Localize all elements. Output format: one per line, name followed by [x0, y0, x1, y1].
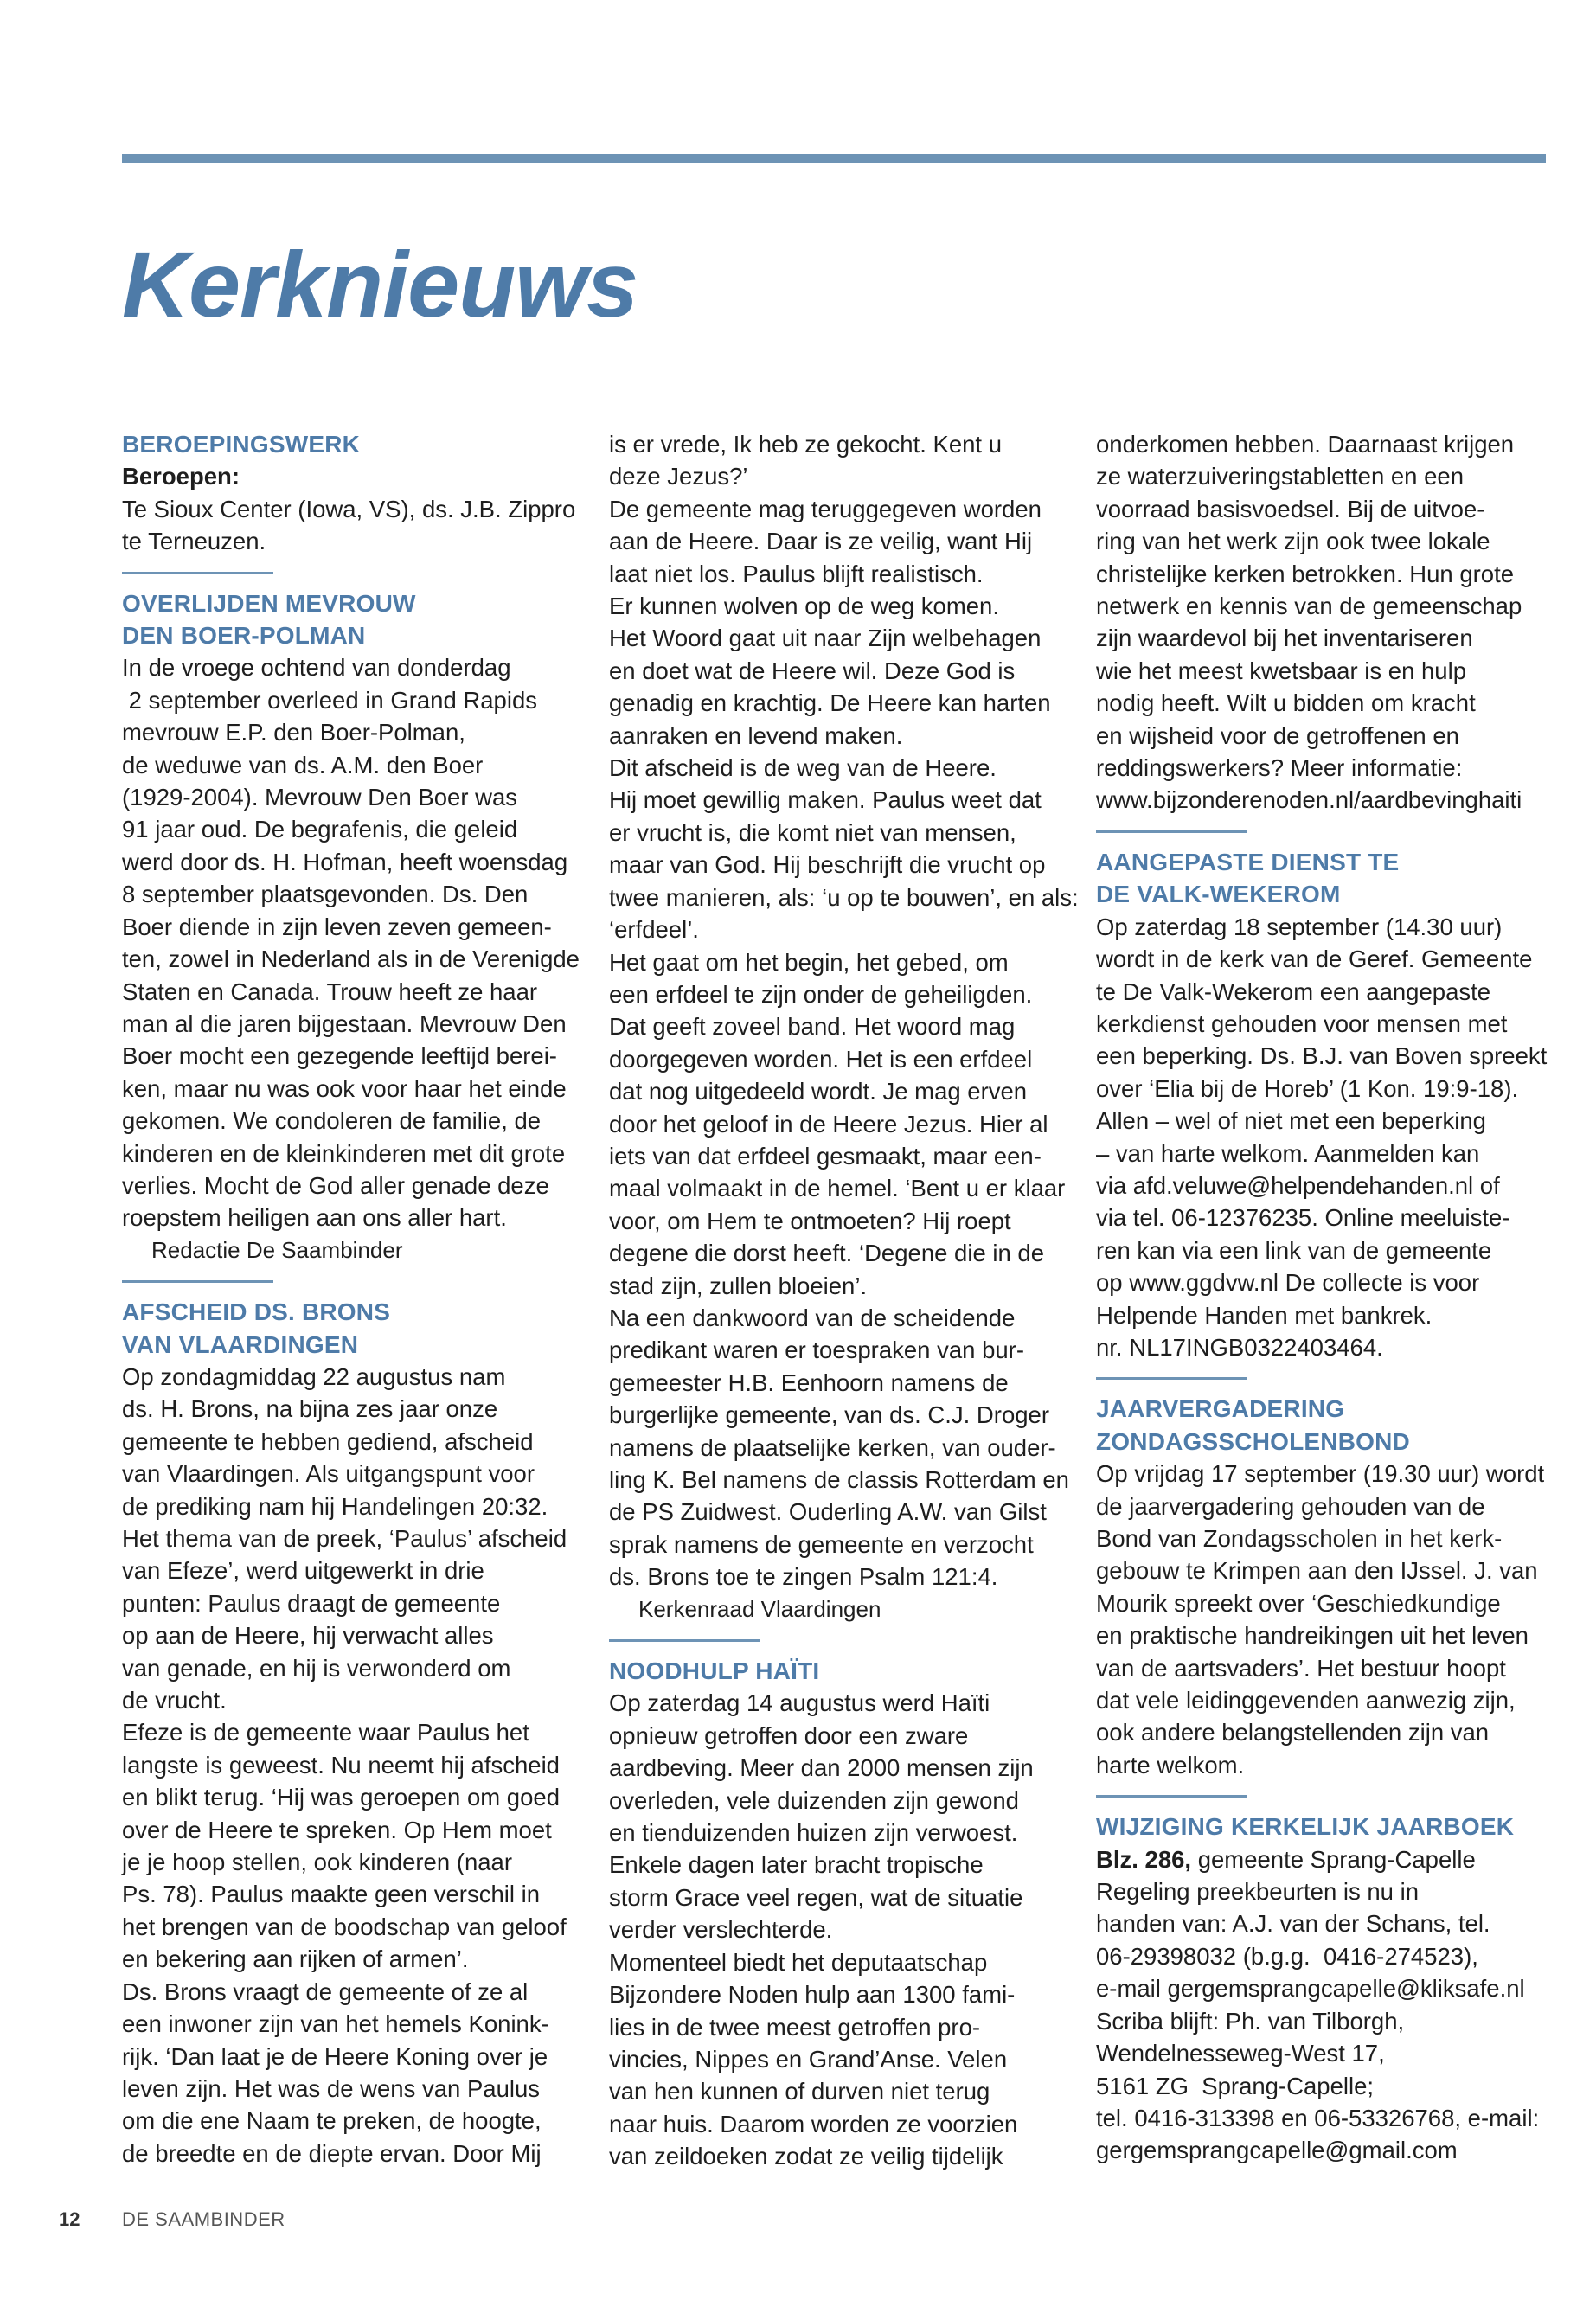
text-line: harte welkom. — [1096, 1751, 1245, 1779]
text-line: zijn waardevol bij het inventariseren — [1096, 625, 1473, 652]
section-title — [122, 587, 572, 652]
article-wijziging-jaarboek — [1096, 1811, 1556, 2166]
text-line: 8 september plaatsgevonden. Ds. Den — [122, 881, 529, 908]
text-line: de PS Zuidwest. Ouderling A.W. van Gilst — [609, 1498, 1047, 1526]
text-line: Te Sioux Center (Iowa, VS), ds. J.B. Zippro — [122, 495, 576, 522]
section-title-line: DEN BOER-POLMAN — [122, 622, 366, 650]
text-line: handen van: A.J. van der Schans, tel. — [1096, 1910, 1490, 1938]
text-line: kinderen en de kleinkinderen met dit grote — [122, 1139, 566, 1167]
text-line: iets van dat erfdeel gesmaakt, maar een- — [609, 1142, 1042, 1170]
article-noodhulp-haiti-continued — [1096, 428, 1556, 817]
text-line: en wijsheid voor de getroffenen en — [1096, 721, 1459, 749]
text-line: over ‘Elia bij de Horeb’ (1 Kon. 19:9-18). — [1096, 1074, 1519, 1102]
text-line: van zeildoeken zodat ze veilig tijdelijk — [609, 2143, 1003, 2170]
text-line: over de Heere te spreken. Op Hem moet — [122, 1816, 552, 1843]
text-line: Momenteel biedt het deputaatschap — [609, 1948, 988, 1976]
article-aangepaste-dienst — [1096, 846, 1556, 1364]
section-title-line: AANGEPASTE DIENST TE — [1096, 848, 1400, 875]
text-line: De gemeente mag teruggegeven worden — [609, 495, 1042, 522]
text-line: gemeente te hebben gediend, afscheid — [122, 1427, 534, 1455]
column-2 — [609, 428, 1079, 2173]
section-title: NOODHULP HAÏTI — [609, 1657, 820, 1685]
section-divider — [609, 1639, 760, 1642]
article-noodhulp-haiti — [609, 1655, 1059, 2173]
text-line: Op zaterdag 14 augustus werd Haïti — [609, 1689, 990, 1717]
publication-name: DE SAAMBINDER — [122, 2208, 285, 2230]
section-title — [122, 1296, 572, 1361]
section-divider — [122, 1280, 273, 1283]
text-line: verlies. Mocht de God aller genade deze — [122, 1171, 549, 1199]
section-divider — [1096, 1795, 1247, 1798]
text-line: Wendelnesseweg-West 17, — [1096, 2040, 1385, 2067]
text-line: Boer diende in zijn leven zeven gemeen- — [122, 913, 552, 940]
text-line: van hen kunnen of durven niet terug — [609, 2078, 990, 2106]
text-line: aardbeving. Meer dan 2000 mensen zijn — [609, 1754, 1034, 1782]
text-line: genadig en krachtig. De Heere kan harten — [609, 689, 1051, 717]
article-body — [1096, 911, 1556, 1364]
text-line: voorraad basisvoedsel. Bij de uitvoe- — [1096, 495, 1485, 522]
text-line: laat niet los. Paulus blijft realistisch. — [609, 560, 984, 587]
text-line: en praktische handreikingen uit het leven — [1096, 1622, 1529, 1650]
text-line: een inwoner zijn van het hemels Konink- — [122, 2010, 549, 2038]
text-line: ring van het werk zijn ook twee lokale — [1096, 528, 1490, 555]
article-first-line — [1096, 1843, 1556, 1875]
text-line: wordt in de kerk van de Geref. Gemeente — [1096, 945, 1533, 973]
article-body — [1096, 1458, 1556, 1781]
article-body — [122, 1361, 572, 2170]
text-line: langste is geweest. Nu neemt hij afscheid — [122, 1751, 560, 1779]
text-line: stad zijn, zullen bloeien’. — [609, 1272, 868, 1299]
text-line: Ps. 78). Paulus maakte geen verschil in — [122, 1881, 541, 1908]
text-line: ook andere belangstellenden zijn van — [1096, 1719, 1490, 1747]
text-line: op aan de Heere, hij verwacht alles — [122, 1622, 494, 1650]
text-line: (1929-2004). Mevrouw Den Boer was — [122, 784, 518, 811]
text-line: degene die dorst heeft. ‘Degene die in de — [609, 1240, 1045, 1267]
text-line: de breedte en de diepte ervan. Door Mij — [122, 2139, 542, 2167]
text-line: de weduwe van ds. A.M. den Boer — [122, 751, 484, 779]
text-line: onderkomen hebben. Daarnaast krijgen — [1096, 431, 1515, 458]
text-line: en doet wat de Heere wil. Deze God is — [609, 657, 1016, 684]
text-line: naar huis. Daarom worden ze voorzien — [609, 2110, 1018, 2138]
text-line: de vrucht. — [122, 1687, 227, 1715]
text-line: Hij moet gewillig maken. Paulus weet dat — [609, 786, 1042, 814]
text-line: verder verslechterde. — [609, 1916, 833, 1944]
text-line: via tel. 06-12376235. Online meeluiste- — [1096, 1204, 1510, 1232]
section-title — [1096, 846, 1556, 911]
text-line: burgerlijke gemeente, van ds. C.J. Droger — [609, 1401, 1049, 1429]
article-body — [609, 1687, 1059, 2172]
text-line: van genade, en hij is verwonderd om — [122, 1654, 511, 1682]
text-line: van Vlaardingen. Als uitgangspunt voor — [122, 1460, 535, 1488]
text-line: In de vroege ochtend van donderdag — [122, 654, 511, 682]
text-line: twee manieren, als: ‘u op te bouwen’, en als: — [609, 883, 1079, 911]
text-line: Allen – wel of niet met een beperking — [1096, 1107, 1486, 1135]
text-line: vincies, Nippes en Grand’Anse. Velen — [609, 2045, 1008, 2073]
text-line: Het Woord gaat uit naar Zijn welbehagen — [609, 625, 1042, 652]
text-line: ren kan via een link van de gemeente — [1096, 1236, 1492, 1264]
text-line: 2 september overleed in Grand Rapids — [122, 686, 537, 714]
section-title-line: DE VALK-WEKEROM — [1096, 881, 1341, 908]
text-line: Scriba blijft: Ph. van Tilborgh, — [1096, 2007, 1405, 2035]
text-line: – van harte welkom. Aanmelden kan — [1096, 1139, 1480, 1167]
text-line: Na een dankwoord van de scheidende — [609, 1304, 1016, 1331]
page-reference: Blz. 286, — [1096, 1845, 1192, 1873]
article-overlijden — [122, 587, 580, 1267]
section-divider — [122, 572, 273, 574]
section-title-line: JAARVERGADERING — [1096, 1395, 1345, 1423]
text-line: Helpende Handen met bankrek. — [1096, 1301, 1433, 1329]
text-line: wie het meest kwetsbaar is en hulp — [1096, 657, 1466, 684]
text-line: op www.ggdvw.nl De collecte is voor — [1096, 1269, 1480, 1297]
page-title: Kerknieuws — [122, 232, 638, 336]
text-line: www.bijzonderenoden.nl/aardbevinghaiti — [1096, 786, 1522, 814]
text-line: Op zaterdag 18 september (14.30 uur) — [1096, 913, 1503, 940]
section-divider — [1096, 1377, 1247, 1380]
text-line: 5161 ZG Sprang-Capelle; — [1096, 2072, 1375, 2099]
text-line: predikant waren er toespraken van bur- — [609, 1336, 1024, 1364]
text-line: Op vrijdag 17 september (19.30 uur) wordt — [1096, 1460, 1545, 1488]
text-line: 06-29398032 (b.g.g. 0416-274523), — [1096, 1942, 1478, 1970]
text-line: punten: Paulus draagt de gemeente — [122, 1589, 501, 1617]
text-line: ds. H. Brons, na bijna zes jaar onze — [122, 1395, 498, 1423]
text-line: gergemsprangcapelle@gmail.com — [1096, 2137, 1458, 2164]
article-body — [609, 428, 1079, 1593]
text-line: gekomen. We condoleren de familie, de — [122, 1107, 542, 1135]
text-line: Bond van Zondagsscholen in het kerk- — [1096, 1525, 1503, 1552]
text-line: ling K. Bel namens de classis Rotterdam en — [609, 1466, 1069, 1493]
article-body — [1096, 428, 1556, 817]
text-line: leven zijn. Het was de wens van Paulus — [122, 2074, 541, 2102]
text-line: gemeester H.B. Eenhoorn namens de — [609, 1368, 1009, 1396]
text-line: Staten en Canada. Trouw heeft ze haar — [122, 977, 538, 1005]
text-line: Het gaat om het begin, het gebed, om — [609, 948, 1009, 976]
text-line: het brengen van de boodschap van geloof — [122, 1913, 567, 1940]
section-title-line: AFSCHEID DS. BRONS — [122, 1298, 391, 1326]
column-3 — [1096, 428, 1556, 2167]
text-line: te Terneuzen. — [122, 528, 266, 555]
text-line: ten, zowel in Nederland als in de Verenigde — [122, 945, 580, 973]
text-line: een beperking. Ds. B.J. van Boven spreekt — [1096, 1042, 1548, 1070]
article-body — [122, 651, 580, 1234]
text-line: e-mail gergemsprangcapelle@kliksafe.nl — [1096, 1975, 1525, 2003]
text-line: tel. 0416-313398 en 06-53326768, e-mail: — [1096, 2104, 1540, 2131]
text-line: om die ene Naam te preken, de hoogte, — [122, 2107, 542, 2135]
text-line: Bijzondere Noden hulp aan 1300 fami- — [609, 1981, 1016, 2009]
text-line: roepstem heiligen aan ons aller hart. — [122, 1204, 507, 1232]
text-line: maar van God. Hij beschrijft die vrucht op — [609, 851, 1046, 879]
text-line: netwerk en kennis van de gemeenschap — [1096, 593, 1522, 620]
article-beroepingswerk — [122, 428, 576, 558]
text-line: Regeling preekbeurten is nu in — [1096, 1878, 1420, 1906]
text-line: dat vele leidinggevenden aanwezig zijn, — [1096, 1687, 1516, 1715]
text-line: doorgegeven worden. Het is een erfdeel — [609, 1045, 1033, 1073]
top-rule — [122, 154, 1546, 163]
text-line: sprak namens de gemeente en verzocht — [609, 1530, 1034, 1558]
text-line: en bekering aan rijken of armen’. — [122, 1945, 469, 1973]
text-line: reddingswerkers? Meer informatie: — [1096, 754, 1463, 782]
text-line: maal volmaakt in de hemel. ‘Bent u er klaar — [609, 1175, 1066, 1202]
text-line: nodig heeft. Wilt u bidden om kracht — [1096, 689, 1476, 717]
text-line: werd door ds. H. Hofman, heeft woensdag — [122, 848, 568, 875]
text-line: Boer mocht een gezegende leeftijd berei- — [122, 1042, 557, 1070]
text-line: gebouw te Krimpen aan den IJssel. J. van — [1096, 1557, 1538, 1585]
text-line: namens de plaatselijke kerken, van ouder- — [609, 1433, 1056, 1461]
text-line: de prediking nam hij Handelingen 20:32. — [122, 1492, 548, 1520]
text-line: Er kunnen wolven op de weg komen. — [609, 593, 999, 620]
text-line: 91 jaar oud. De begrafenis, die geleid — [122, 816, 518, 843]
text-line: je je hoop stellen, ook kinderen (naar — [122, 1849, 512, 1876]
text-line: nr. NL17INGB0322403464. — [1096, 1333, 1383, 1361]
section-title: WIJZIGING KERKELIJK JAARBOEK — [1096, 1813, 1515, 1841]
article-body — [122, 493, 576, 558]
first-line-text: gemeente Sprang-Capelle — [1191, 1845, 1476, 1873]
section-subtitle: Beroepen: — [122, 463, 240, 490]
text-line: en blikt terug. ‘Hij was geroepen om goed — [122, 1784, 560, 1811]
text-line: via afd.veluwe@helpendehanden.nl of — [1096, 1171, 1500, 1199]
text-line: man al die jaren bijgestaan. Mevrouw Den — [122, 1009, 567, 1037]
text-line: Het thema van de preek, ‘Paulus’ afscheid — [122, 1525, 567, 1552]
section-divider — [1096, 830, 1247, 833]
text-line: ‘erfdeel’. — [609, 916, 699, 944]
text-line: de jaarvergadering gehouden van de — [1096, 1492, 1485, 1520]
article-signature: Redactie De Saambinder — [151, 1236, 403, 1263]
column-1 — [122, 428, 580, 2170]
text-line: mevrouw E.P. den Boer-Polman, — [122, 719, 465, 747]
text-line: ze waterzuiveringstabletten en een — [1096, 463, 1464, 490]
text-line: een erfdeel te zijn onder de geheiligden. — [609, 980, 1033, 1008]
text-line: er vrucht is, die komt niet van mensen, — [609, 818, 1016, 846]
text-line: opnieuw getroffen door een zware — [609, 1721, 969, 1749]
text-line: en tienduizenden huizen zijn verwoest. — [609, 1819, 1018, 1847]
article-signature: Kerkenraad Vlaardingen — [638, 1595, 881, 1622]
text-line: aan de Heere. Daar is ze veilig, want Hij — [609, 528, 1033, 555]
text-line: lies in de twee meest getroffen pro- — [609, 2013, 981, 2041]
text-line: overleden, vele duizenden zijn gewond — [609, 1786, 1019, 1814]
text-line: rijk. ‘Dan laat je de Heere Koning over je — [122, 2042, 548, 2070]
text-line: kerkdienst gehouden voor mensen met — [1096, 1009, 1508, 1037]
section-title — [1096, 1393, 1556, 1458]
text-line: door het geloof in de Heere Jezus. Hier al — [609, 1110, 1048, 1138]
article-body — [1096, 1875, 1556, 2167]
text-line: ds. Brons toe te zingen Psalm 121:4. — [609, 1563, 998, 1591]
text-line: ken, maar nu was ook voor haar het einde — [122, 1074, 567, 1102]
section-title-line: OVERLIJDEN MEVROUW — [122, 589, 416, 617]
text-line: Op zondagmiddag 22 augustus nam — [122, 1362, 506, 1390]
article-afscheid-brons — [122, 1296, 572, 2170]
text-line: van Efeze’, werd uitgewerkt in drie — [122, 1557, 484, 1585]
article-afscheid-brons-continued — [609, 428, 1079, 1625]
text-line: storm Grace veel regen, wat de situatie — [609, 1883, 1023, 1911]
text-line: aanraken en levend maken. — [609, 721, 903, 749]
text-line: is er vrede, Ik heb ze gekocht. Kent u — [609, 431, 1003, 458]
text-line: voor, om Hem te ontmoeten? Hij roept — [609, 1207, 1011, 1234]
text-line: Dit afscheid is de weg van de Heere. — [609, 754, 997, 782]
text-line: Mourik spreekt over ‘Geschiedkundige — [1096, 1589, 1501, 1617]
text-line: deze Jezus?’ — [609, 463, 748, 490]
section-title-line: ZONDAGSSCHOLENBOND — [1096, 1427, 1410, 1455]
page-number: 12 — [59, 2208, 80, 2230]
text-line: Efeze is de gemeente waar Paulus het — [122, 1719, 529, 1747]
text-line: Dat geeft zoveel band. Het woord mag — [609, 1013, 1016, 1041]
text-line: christelijke kerken betrokken. Hun grote — [1096, 560, 1515, 587]
section-title: BEROEPINGSWERK — [122, 431, 361, 458]
text-line: dat nog uitgedeeld wordt. Je mag erven — [609, 1078, 1028, 1106]
text-line: Ds. Brons vraagt de gemeente of ze al — [122, 1977, 529, 2005]
text-line: van de aartsvaders’. Het bestuur hoopt — [1096, 1654, 1506, 1682]
article-jaarvergadering — [1096, 1393, 1556, 1781]
text-line: te De Valk-Wekerom een aangepaste — [1096, 977, 1491, 1005]
text-line: Enkele dagen later bracht tropische — [609, 1851, 984, 1879]
section-title-line: VAN VLAARDINGEN — [122, 1330, 359, 1358]
